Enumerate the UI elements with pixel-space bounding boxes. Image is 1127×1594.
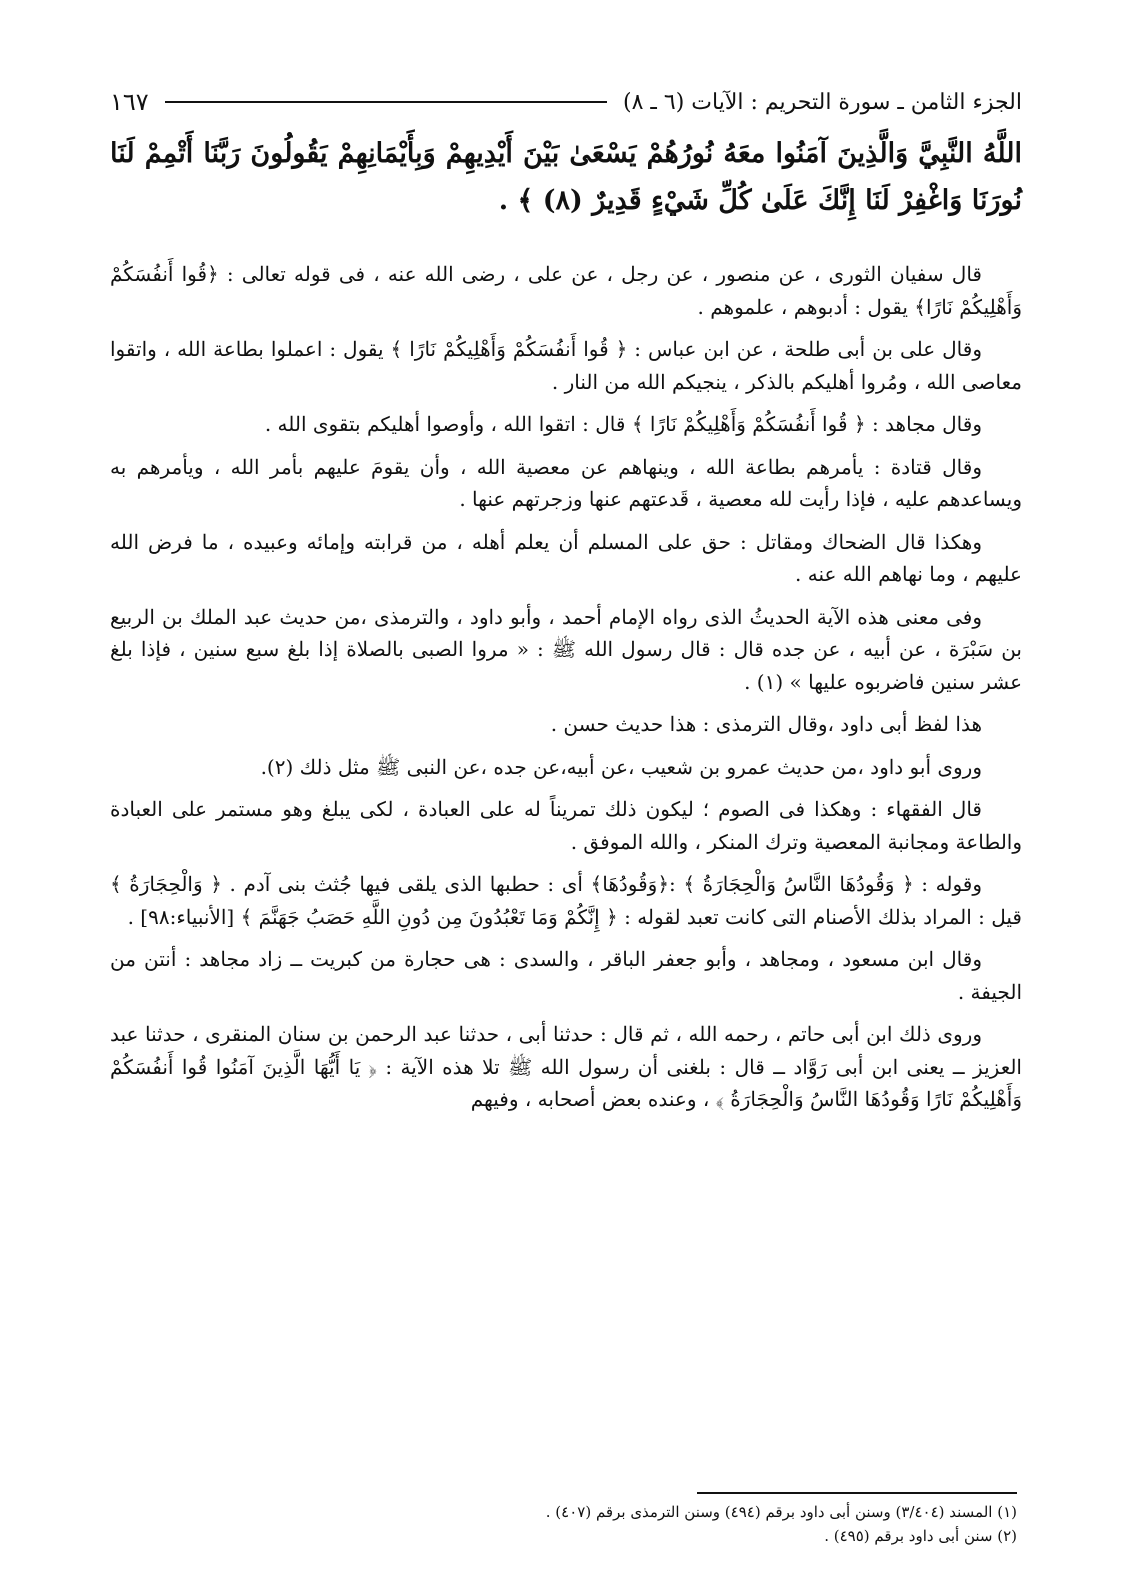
paragraph: وقال ابن مسعود ، ومجاهد ، وأبو جعفر الباقر ، والسدى : هى حجارة من كبريت ــ زاد مجاهد : أنتن من الجيفة .: [110, 947, 1022, 1004]
paragraph: قال سفيان الثورى ، عن منصور ، عن رجل ، عن على ، رضى الله عنه ، فى قوله تعالى : ﴿قُوا أَنفُسَكُمْ وَأَهْلِيكُمْ نَارًا﴾ يقول : أدبوهم ، علموهم .: [110, 262, 1022, 319]
footnote: (٢) سنن أبى داود برقم (٤٩٥) .: [824, 1527, 1017, 1545]
paragraph: وقوله : ﴿ وَقُودُهَا النَّاسُ وَالْحِجَارَةُ ﴾ :﴿وَقُودُهَا﴾ أى : حطبها الذى يلقى فيها جُثث بنى آدم . ﴿ وَالْحِجَارَةُ ﴾ قيل : المراد بذلك الأصنام التى كانت تعبد لقوله : ﴿ إِنَّكُمْ وَمَا تَعْبُدُونَ مِن دُونِ اللَّهِ حَصَبُ جَهَنَّمَ ﴾ [الأنبياء:٩٨] .: [110, 872, 1022, 929]
footnotes: [480, 1500, 1017, 1548]
paragraph: وروى ذلك ابن أبى حاتم ، رحمه الله ، ثم قال : حدثنا أبى ، حدثنا عبد الرحمن بن سنان المنقرى ، حدثنا عبد العزيز ــ يعنى ابن أبى رَوَّاد ــ قال : بلغنى أن رسول الله ﷺ تلا هذه الآية : ﴿ يَا أَيُّهَا الَّذِينَ آمَنُوا قُوا أَنفُسَكُمْ وَأَهْلِيكُمْ نَارًا وَقُودُهَا النَّاسُ وَالْحِجَارَةُ ﴾ ، وعنده بعض أصحابه ، وفيهم: [110, 1022, 1022, 1111]
running-header: [110, 84, 1022, 120]
header-title: الجزء الثامن ـ سورة التحريم : الآيات (٦ ـ ٨): [623, 89, 1022, 115]
paragraph: وقال قتادة : يأمرهم بطاعة الله ، وينهاهم عن معصية الله ، وأن يقومَ عليهم بأمر الله ، ويأمرهم به ويساعدهم عليه ، فإذا رأيت لله معصية ، قَدعتهم عنها وزجرتهم عنها .: [110, 454, 1022, 511]
paragraph: وقال مجاهد : ﴿ قُوا أَنفُسَكُمْ وَأَهْلِيكُمْ نَارًا ﴾ قال : اتقوا الله ، وأوصوا أهليكم بتقوى الله .: [264, 412, 982, 436]
paragraph: وفى معنى هذه الآية الحديثُ الذى رواه الإمام أحمد ، وأبو داود ، والترمذى ،من حديث عبد الملك بن الربيع بن سَبْرَة ، عن أبيه ، عن جده قال : قال رسول الله ﷺ : « مروا الصبى بالصلاة إذا بلغ سبع سنين ، فإذا بلغ عشر سنين فاضربوه عليها » (١) .: [110, 604, 1022, 694]
paragraph: هذا لفظ أبى داود ،وقال الترمذى : هذا حديث حسن .: [550, 712, 982, 736]
footnote-divider: [697, 1492, 1017, 1494]
paragraph: وروى أبو داود ،من حديث عمرو بن شعيب ،عن أبيه،عن جده ،عن النبى ﷺ مثل ذلك (٢).: [260, 754, 982, 779]
paragraph: قال الفقهاء : وهكذا فى الصوم ؛ ليكون ذلك تمريناً له على العبادة ، لكى يبلغ وهو مستمر على العبادة والطاعة ومجانبة المعصية وترك المنكر ، والله الموفق .: [110, 797, 1022, 854]
page-number: ١٦٧: [110, 88, 149, 116]
paragraph: وقال على بن أبى طلحة ، عن ابن عباس : ﴿ قُوا أَنفُسَكُمْ وَأَهْلِيكُمْ نَارًا ﴾ يقول : اعملوا بطاعة الله ، واتقوا معاصى الله ، ومُروا أهليكم بالذكر ، ينجيكم الله من النار .: [110, 337, 1022, 394]
footnote: (١) المسند (٣/٤٠٤) وسنن أبى داود برقم (٤٩٤) وسنن الترمذى برقم (٤٠٧) .: [545, 1503, 1017, 1521]
header-rule: [165, 101, 607, 103]
paragraph: وهكذا قال الضحاك ومقاتل : حق على المسلم أن يعلم أهله ، من قرابته وإمائه وعبيده ، ما فرض الله عليهم ، وما نهاهم الله عنه .: [110, 529, 1022, 586]
commentary-body: [110, 258, 1022, 1126]
quran-verse: اللَّهُ النَّبِيَّ وَالَّذِينَ آمَنُوا معَهُ نُورُهُمْ يَسْعَىٰ بَيْنَ أَيْدِيهِمْ وَبِأَيْمَانِهِمْ يَقُولُونَ رَبَّنَا أَتْمِمْ لَنَا نُورَنَا وَاغْفِرْ لَنَا إِنَّكَ عَلَىٰ كُلِّ شَيْءٍ قَدِيرٌ (٨) ﴾ .: [110, 138, 1022, 216]
